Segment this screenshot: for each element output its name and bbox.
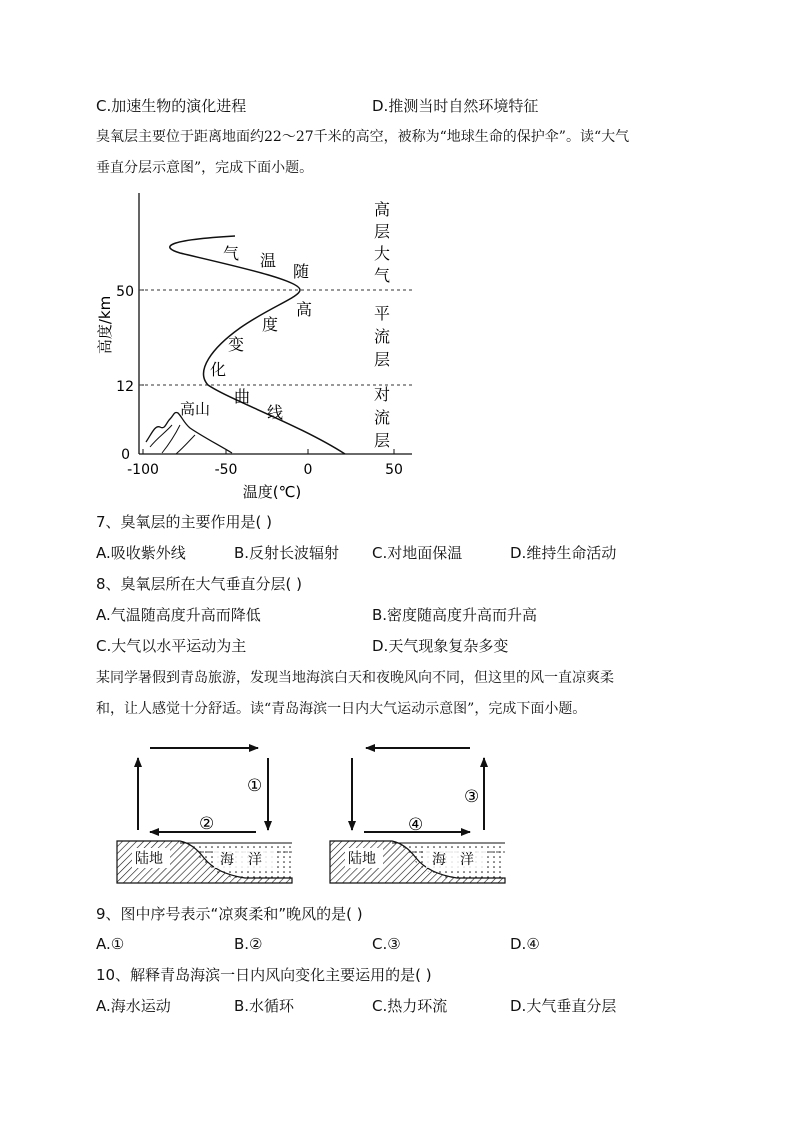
layer-mid-1: 平 xyxy=(373,304,391,323)
label-4: ④ xyxy=(408,815,424,835)
layer-bot-2: 流 xyxy=(373,408,391,427)
q8-option-a: A.气温随高度升高而降低 xyxy=(96,606,261,624)
intro-1-line-1: 臭氧层主要位于距离地面约22～27千米的高空，被称为“地球生命的保护伞”。读“大气 xyxy=(96,129,630,145)
intro-1-line-2: 垂直分层示意图”，完成下面小题。 xyxy=(96,160,314,176)
layer-top-2: 层 xyxy=(373,222,391,241)
left-panel xyxy=(117,748,292,883)
q7-option-a: A.吸收紫外线 xyxy=(96,544,186,562)
curve-char-2: 温 xyxy=(260,251,277,270)
q7-option-d: D.维持生命活动 xyxy=(510,544,617,562)
q9-option-a: A.① xyxy=(96,935,125,953)
q10-stem: 10、解释青岛海滨一日内风向变化主要运用的是( ) xyxy=(96,966,432,984)
x-tick-neg50: -50 xyxy=(214,462,238,478)
q10-option-d: D.大气垂直分层 xyxy=(510,997,617,1015)
curve-char-7: 化 xyxy=(210,360,227,379)
q10-option-c: C.热力环流 xyxy=(372,997,448,1015)
curve-char-5: 度 xyxy=(262,315,279,334)
q8-option-c: C.大气以水平运动为主 xyxy=(96,637,247,655)
layer-top-3: 大 xyxy=(373,244,391,263)
sea-land-breeze-diagram xyxy=(0,730,794,900)
x-axis-label: 温度(℃) xyxy=(242,483,302,501)
label-3: ③ xyxy=(464,787,480,807)
left-land-label: 陆地 xyxy=(135,851,163,867)
layer-mid-2: 流 xyxy=(373,327,391,346)
atmosphere-layer-diagram xyxy=(0,185,794,515)
temperature-curve xyxy=(170,236,345,454)
left-sea-label: 海 洋 xyxy=(220,852,262,868)
right-panel xyxy=(330,748,505,883)
q7-stem: 7、臭氧层的主要作用是( ) xyxy=(96,513,273,531)
layer-bot-1: 对 xyxy=(373,385,391,404)
x-tick-50: 50 xyxy=(385,462,403,478)
label-2: ② xyxy=(199,814,215,834)
q7-option-c: C.对地面保温 xyxy=(372,544,463,562)
curve-char-8: 曲 xyxy=(234,387,251,406)
curve-char-1: 气 xyxy=(223,244,240,263)
x-tick-0: 0 xyxy=(303,462,313,478)
y-axis-label: 高度/km xyxy=(96,295,114,355)
mountain-shape xyxy=(146,412,232,453)
prev-option-c: C.加速生物的演化进程 xyxy=(96,97,247,115)
q10-option-a: A.海水运动 xyxy=(96,997,171,1015)
curve-char-9: 线 xyxy=(267,403,284,422)
q9-stem: 9、图中序号表示“凉爽柔和”晚风的是( ) xyxy=(96,905,363,923)
layer-top-1: 高 xyxy=(373,200,391,219)
intro-2-line-2: 和，让人感觉十分舒适。读“青岛海滨一日内大气运动示意图”，完成下面小题。 xyxy=(96,701,587,717)
intro-2-line-1: 某同学暑假到青岛旅游，发现当地海滨白天和夜晚风向不同，但这里的风一直凉爽柔 xyxy=(96,670,614,686)
x-tick-neg100: -100 xyxy=(127,462,159,478)
q8-option-b: B.密度随高度升高而升高 xyxy=(372,606,538,624)
right-land-label: 陆地 xyxy=(348,851,376,867)
q7-option-b: B.反射长波辐射 xyxy=(234,544,340,562)
curve-char-4: 高 xyxy=(296,300,313,319)
mountain-label: 高山 xyxy=(180,400,211,418)
q10-option-b: B.水循环 xyxy=(234,997,295,1015)
y-tick-12: 12 xyxy=(116,379,134,395)
curve-char-3: 随 xyxy=(293,262,310,281)
y-tick-50: 50 xyxy=(116,284,134,300)
q9-option-c: C.③ xyxy=(372,935,401,953)
layer-top-4: 气 xyxy=(373,266,391,285)
q8-option-d: D.天气现象复杂多变 xyxy=(372,637,509,655)
curve-char-6: 变 xyxy=(228,335,245,354)
label-1: ① xyxy=(247,776,263,796)
y-tick-0: 0 xyxy=(121,447,130,463)
q9-option-d: D.④ xyxy=(510,935,540,953)
q8-stem: 8、臭氧层所在大气垂直分层( ) xyxy=(96,575,303,593)
prev-option-d: D.推测当时自然环境特征 xyxy=(372,97,539,115)
layer-mid-3: 层 xyxy=(373,350,391,369)
right-sea-label: 海 洋 xyxy=(432,852,474,868)
layer-bot-3: 层 xyxy=(373,431,391,450)
q9-option-b: B.② xyxy=(234,935,263,953)
